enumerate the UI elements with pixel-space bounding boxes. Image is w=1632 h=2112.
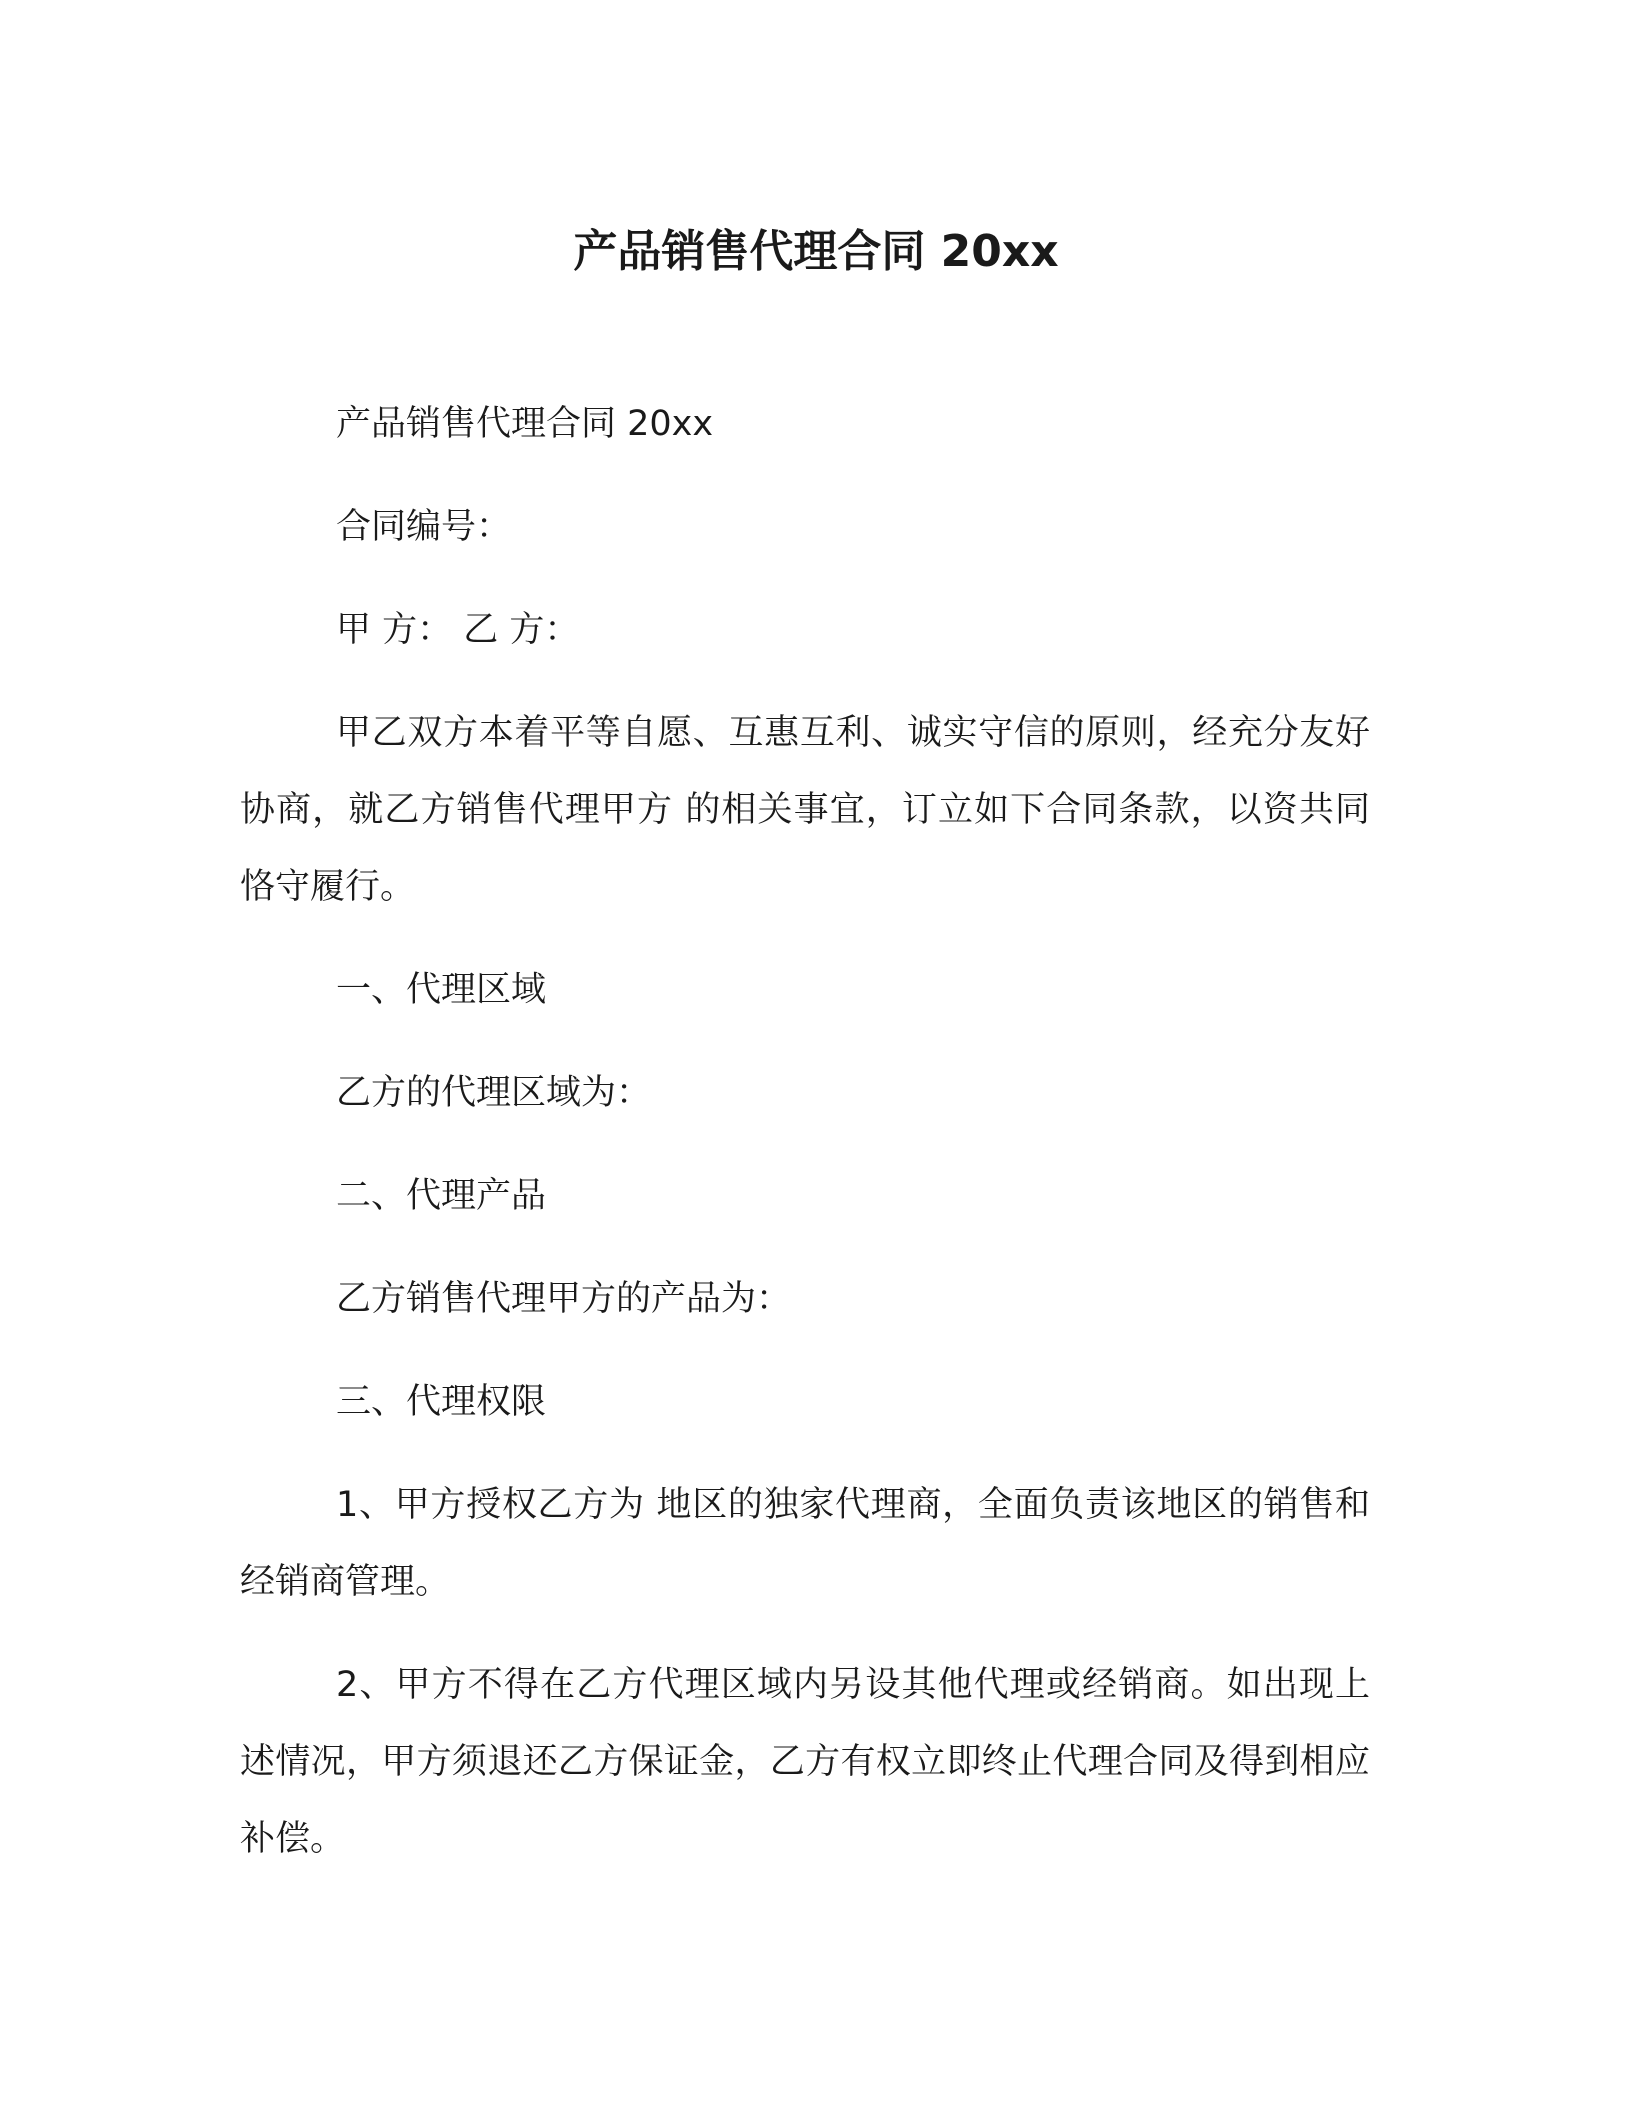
paragraph-contract-number: 合同编号： (336, 507, 512, 547)
paragraph-parties: 甲 方： 乙 方： (336, 610, 580, 650)
section-heading-agency-products: 二、代理产品 (336, 1176, 547, 1216)
paragraph-subtitle: 产品销售代理合同 20xx (336, 404, 714, 444)
section-heading-agency-authority: 三、代理权限 (336, 1382, 547, 1422)
paragraph-preamble: 甲乙双方本着平等自愿、互惠互利、诚实守信的原则，经充分友好协商，就乙方销售代理甲方 的相关事宜，订立如下合同条款，以资共同恪守履行。 (240, 713, 1370, 907)
document-title: 产品销售代理合同 20xx (573, 226, 1059, 277)
document-body (240, 386, 1370, 1878)
paragraph-clause-1: 1、甲方授权乙方为 地区的独家代理商，全面负责该地区的销售和经销商管理。 (240, 1485, 1370, 1602)
section-heading-agency-area: 一、代理区域 (336, 970, 547, 1010)
paragraph-agency-products: 乙方销售代理甲方的产品为： (336, 1279, 792, 1319)
paragraph-agency-area: 乙方的代理区域为： (336, 1073, 652, 1113)
paragraph-clause-2: 2、甲方不得在乙方代理区域内另设其他代理或经销商。如出现上述情况，甲方须退还乙方保证金，乙方有权立即终止代理合同及得到相应补偿。 (240, 1665, 1370, 1859)
